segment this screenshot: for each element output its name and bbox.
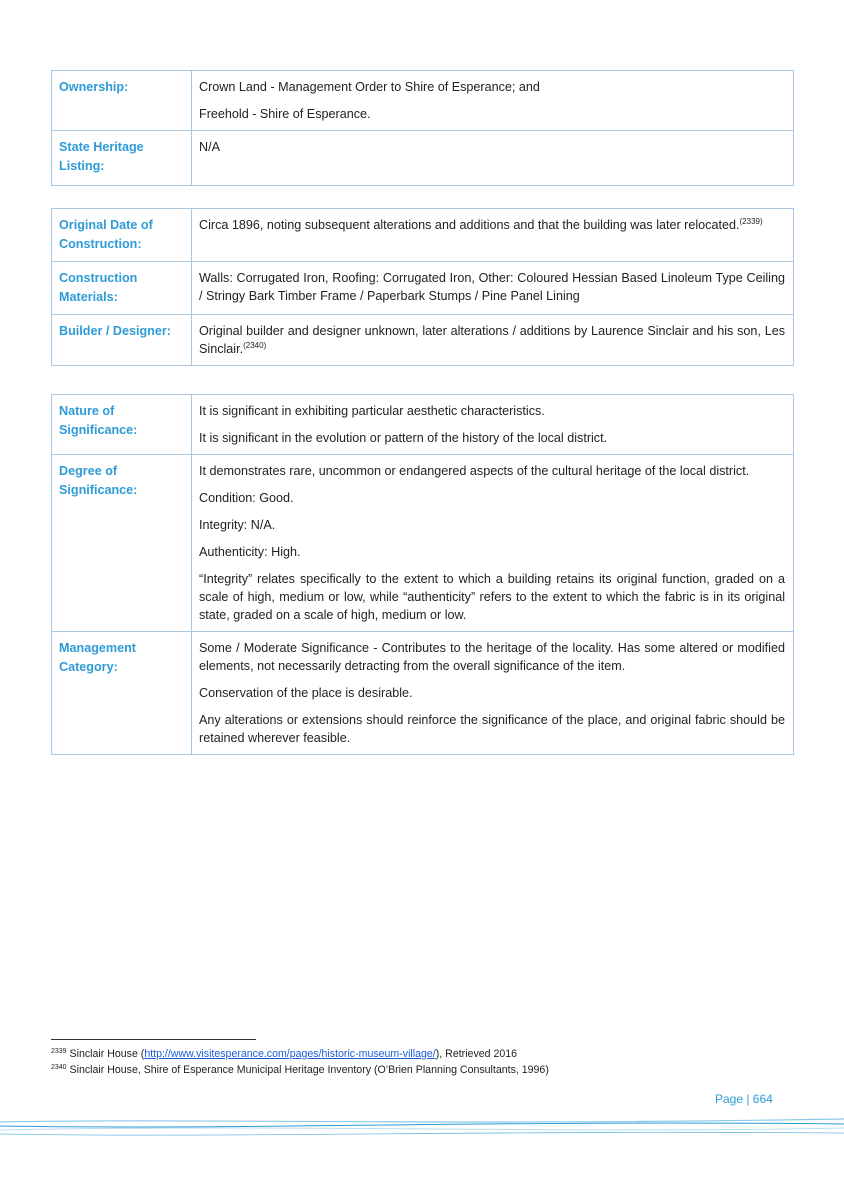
ownership-label: Ownership: — [52, 71, 192, 131]
nature-value — [192, 395, 794, 455]
ownership-line: Freehold - Shire of Esperance. — [199, 107, 371, 121]
footnotes — [51, 1046, 549, 1078]
builder-value — [192, 315, 794, 366]
original-date-value — [192, 209, 794, 262]
degree-line: Integrity: N/A. — [199, 518, 276, 532]
original-date-text: Circa 1896, noting subsequent alterations and additions and that the building was later relocated. — [199, 218, 740, 232]
management-label: Management Category: — [52, 632, 192, 755]
nature-line: It is significant in exhibiting particular aesthetic characteristics. — [199, 404, 545, 418]
degree-line: Condition: Good. — [199, 491, 294, 505]
nature-line: It is significant in the evolution or pattern of the history of the local district. — [199, 431, 608, 445]
state-heritage-value: N/A — [192, 131, 794, 186]
management-row — [52, 632, 794, 755]
state-heritage-label: State Heritage Listing: — [52, 131, 192, 186]
footnote-ref-2340: (2340) — [243, 341, 267, 350]
page-number: Page | 664 — [715, 1092, 773, 1106]
builder-text: Original builder and designer unknown, later alterations / additions by Laurence Sinclair and his son, Les Sinclair. — [199, 324, 785, 356]
original-date-row — [52, 209, 794, 262]
footnote-text: Sinclair House, Shire of Esperance Municipal Heritage Inventory (O’Brien Planning Consultants, 1996) — [69, 1064, 549, 1076]
footer-wave-decoration — [0, 1110, 844, 1150]
builder-label: Builder / Designer: — [52, 315, 192, 366]
builder-row — [52, 315, 794, 366]
footnote-text: ), Retrieved 2016 — [435, 1048, 518, 1060]
nature-label: Nature of Significance: — [52, 395, 192, 455]
construction-materials-value — [192, 262, 794, 315]
degree-line: It demonstrates rare, uncommon or endangered aspects of the cultural heritage of the local district. — [199, 464, 750, 478]
footnote-ref-2339: (2339) — [739, 217, 763, 226]
footnote-text: Sinclair House ( — [69, 1048, 145, 1060]
footnote-separator — [51, 1039, 256, 1040]
ownership-value — [192, 71, 794, 131]
footnote-link[interactable]: http://www.visitesperance.com/pages/historic-museum-village/ — [144, 1048, 436, 1060]
degree-line: Authenticity: High. — [199, 545, 301, 559]
degree-line: “Integrity” relates specifically to the extent to which a building retains its original function, graded on a scale of high, medium or low, while “authenticity” refers to the extent to which the fabric is in its original state, graded on a scale of high, medium or low. — [199, 572, 785, 622]
ownership-row — [52, 71, 794, 131]
construction-materials-row — [52, 262, 794, 315]
construction-materials-label: Construction Materials: — [52, 262, 192, 315]
construction-materials-text: Walls: Corrugated Iron, Roofing: Corrugated Iron, Other: Coloured Hessian Based Linoleum Type Ceiling / Stringy Bark Timber Frame / Paperbark Stumps / Pine Panel Lining — [199, 271, 785, 303]
ownership-table — [51, 70, 794, 186]
management-line: Conservation of the place is desirable. — [199, 686, 413, 700]
degree-value — [192, 455, 794, 632]
state-heritage-row — [52, 131, 794, 186]
ownership-line: Crown Land - Management Order to Shire of Esperance; and — [199, 80, 540, 94]
degree-row — [52, 455, 794, 632]
management-line: Some / Moderate Significance - Contributes to the heritage of the locality. Has some altered or modified elements, not necessarily detracting from the overall significance of the item. — [199, 641, 785, 673]
original-date-label: Original Date of Construction: — [52, 209, 192, 262]
management-line: Any alterations or extensions should reinforce the significance of the place, and original fabric should be retained wherever feasible. — [199, 713, 785, 745]
footnote-2340 — [51, 1062, 549, 1078]
footnote-number: 2339 — [51, 1048, 67, 1055]
footnote-number: 2340 — [51, 1064, 67, 1071]
significance-table — [51, 394, 794, 755]
management-value — [192, 632, 794, 755]
nature-row — [52, 395, 794, 455]
degree-label: Degree of Significance: — [52, 455, 192, 632]
footnote-2339 — [51, 1046, 549, 1062]
construction-table — [51, 208, 794, 366]
